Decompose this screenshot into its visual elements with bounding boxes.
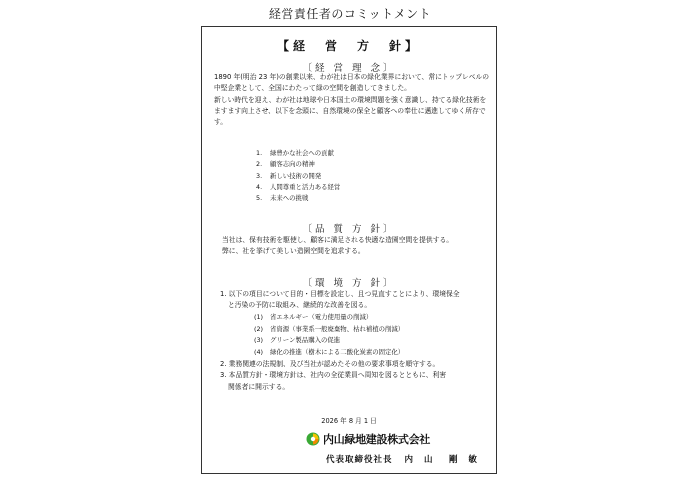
environment-text-2 <box>220 359 498 393</box>
policy-document <box>201 26 497 474</box>
environment-item-3-line-2: 関係者に開示する。 <box>228 382 290 391</box>
environment-item-1-line-1: 1. 以下の項目について目的・目標を設定し、且つ見直すことにより、環境保全 <box>220 290 460 298</box>
date: 2026 年 8 月 1 日 <box>321 417 377 425</box>
signature-name: 内 山 剛 敏 <box>404 455 481 465</box>
environment-heading: 〔環 境 方 針〕 <box>302 278 396 289</box>
environment-item-3-line-1: 3. 本品質方針・環境方針は、社内の全従業員へ周知を図るとともに、利害 <box>220 371 447 380</box>
list-item: 2. 顧客志向の精神 <box>256 160 315 169</box>
list-item: 3. 新しい技術の開発 <box>256 171 322 180</box>
signature <box>326 453 481 465</box>
quality-heading: 〔品 質 方 針〕 <box>302 224 396 235</box>
list-item: 1. 緑豊かな社会への貢献 <box>256 149 334 157</box>
philosophy-paragraph-2: 新しい時代を迎え、わが社は地球や日本国土の環境問題を強く意識し、持てる緑化技術をますます向上させ、以下を念頭に、自然環境の保全と顧客への奉仕に邁進してゆく所存です。 <box>214 95 487 127</box>
environment-sub-list <box>254 312 404 358</box>
company-logo <box>306 431 430 447</box>
philosophy-heading: 〔経 営 理 念〕 <box>302 63 396 74</box>
main-heading: 【経 営 方 針】 <box>276 39 421 53</box>
page-title: 経営責任者のコミットメント <box>268 7 432 21</box>
list-item: 5. 未来への挑戦 <box>256 194 309 203</box>
list-item: 4. 人間尊重と活力ある経営 <box>256 182 341 191</box>
environment-item-1-line-2: と汚染の予防に取組み、継続的な改善を図る。 <box>228 301 372 310</box>
quality-line-2: 弊に、社を挙げて美しい造園空間を追求する。 <box>222 247 365 256</box>
quality-text <box>222 235 500 258</box>
quality-line-1: 当社は、保有技術を駆使し、顧客に満足される快適な造園空間を提供する。 <box>222 236 454 244</box>
philosophy-text <box>214 72 492 128</box>
list-item: (4) 緑化の推進（樹木による二酸化炭素の固定化） <box>254 347 405 356</box>
environment-text <box>220 289 498 312</box>
philosophy-list <box>256 148 340 204</box>
environment-item-2: 2. 業務関連の法規制、及び当社が認めたその他の要求事項を順守する。 <box>220 360 440 368</box>
signature-title: 代表取締役社長 <box>326 455 393 465</box>
leaf-logo-icon <box>306 432 320 446</box>
list-item: (3) グリーン製品購入の促進 <box>254 336 341 344</box>
list-item: (2) 省資源（事業系一般廃棄物、枯れ補植の削減） <box>254 324 405 333</box>
philosophy-paragraph-1: 1890 年(明治 23 年)の創業以来、わが社は日本の緑化業界において、常にトップレベルの中堅企業として、全国にわたって緑の空間を創造してきました。 <box>214 73 490 93</box>
company-name: 内山緑地建設株式会社 <box>323 433 430 446</box>
list-item: (1) 省エネルギー（電力使用量の削減） <box>254 313 373 321</box>
